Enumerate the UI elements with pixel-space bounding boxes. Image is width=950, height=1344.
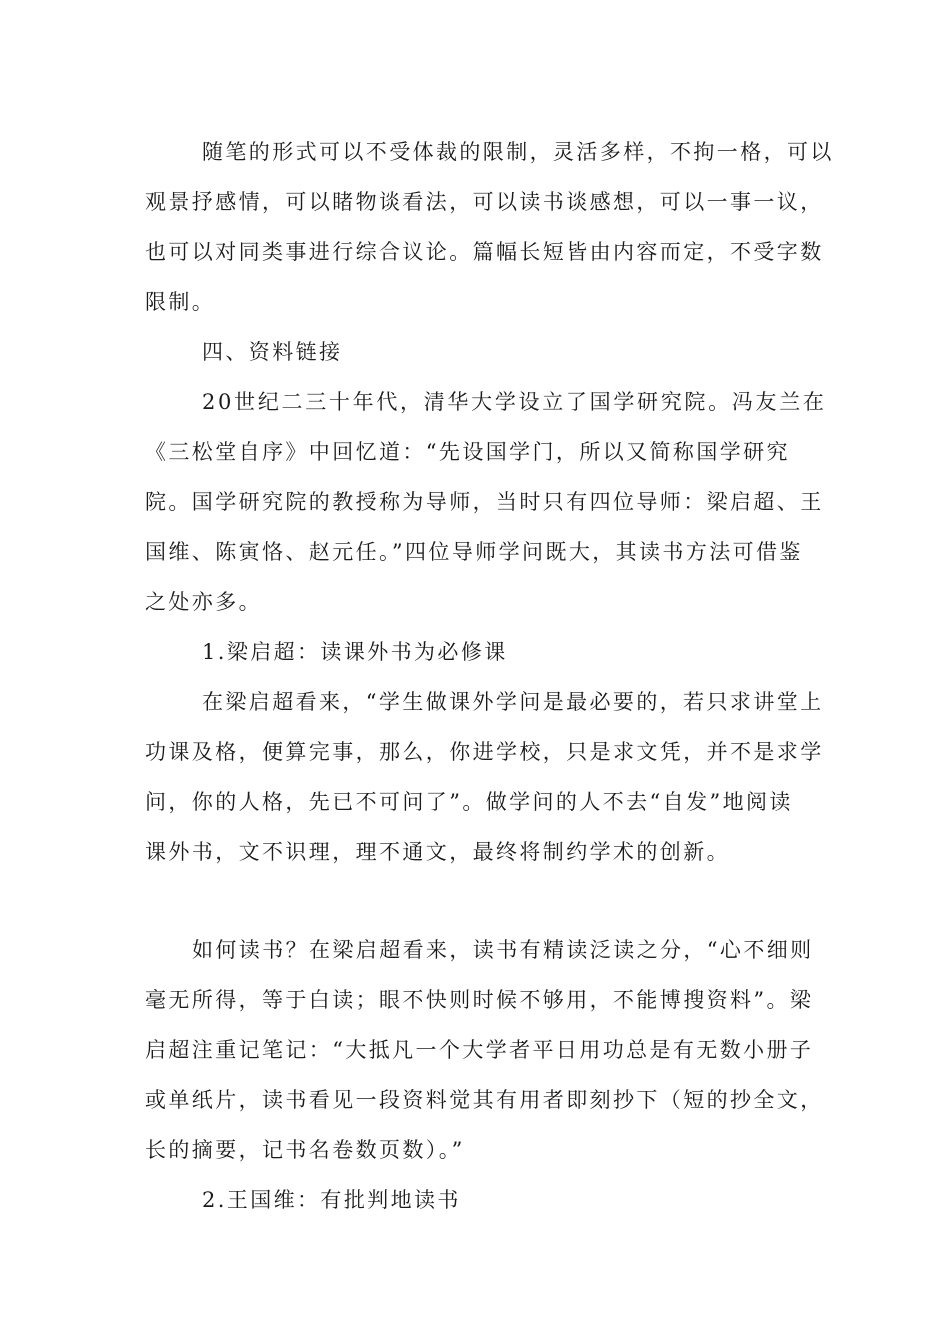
paragraph-1-line-2: 观景抒感情，可以睹物谈看法，可以读书谈感想，可以一事一议， [145, 190, 824, 214]
paragraph-4-line-3: 启超注重记笔记：“大抵凡一个大学者平日用功总是有无数小册子 [145, 1038, 814, 1062]
paragraph-1-line-4: 限制。 [145, 290, 216, 314]
paragraph-2-line-2: 《三松堂自序》中回忆道：“先设国学门，所以又简称国学研究 [145, 440, 790, 464]
paragraph-2-line-4: 国维、陈寅恪、赵元任。”四位导师学问既大，其读书方法可借鉴 [145, 540, 803, 564]
paragraph-4-line-2: 毫无所得，等于白读；眼不快则时候不够用，不能博搜资料”。梁 [145, 988, 814, 1012]
paragraph-1-line-1: 随笔的形式可以不受体裁的限制，灵活多样，不拘一格，可以 [202, 140, 834, 164]
paragraph-3-line-4: 课外书，文不识理，理不通文，最终将制约学术的创新。 [145, 840, 730, 864]
section-heading: 四、资料链接 [202, 340, 343, 364]
paragraph-4-line-1: 如何读书？在梁启超看来，读书有精读泛读之分，“心不细则 [192, 938, 814, 962]
paragraph-2-line-5: 之处亦多。 [145, 590, 262, 614]
paragraph-1-line-3: 也可以对同类事进行综合议论。篇幅长短皆由内容而定，不受字数 [145, 240, 824, 264]
paragraph-4-line-5: 长的摘要，记书名卷数页数）。” [145, 1138, 465, 1162]
paragraph-3-line-3: 问，你的人格，先已不可问了”。做学问的人不去“自发”地阅读 [145, 790, 793, 814]
subheading-wang-guowei: 2.王国维：有批判地读书 [202, 1188, 461, 1212]
paragraph-2-line-3: 院。国学研究院的教授称为导师，当时只有四位导师：梁启超、王 [145, 490, 824, 514]
paragraph-3-line-1: 在梁启超看来，“学生做课外学问是最必要的，若只求讲堂上 [202, 690, 824, 714]
paragraph-2-line-1: 20世纪二三十年代，清华大学设立了国学研究院。冯友兰在 [202, 390, 827, 414]
paragraph-3-line-2: 功课及格，便算完事，那么，你进学校，只是求文凭，并不是求学 [145, 740, 824, 764]
paragraph-4-line-4: 或单纸片，读书看见一段资料觉其有用者即刻抄下（短的抄全文， [145, 1088, 824, 1112]
subheading-liang-qichao: 1.梁启超：读课外书为必修课 [202, 640, 508, 664]
